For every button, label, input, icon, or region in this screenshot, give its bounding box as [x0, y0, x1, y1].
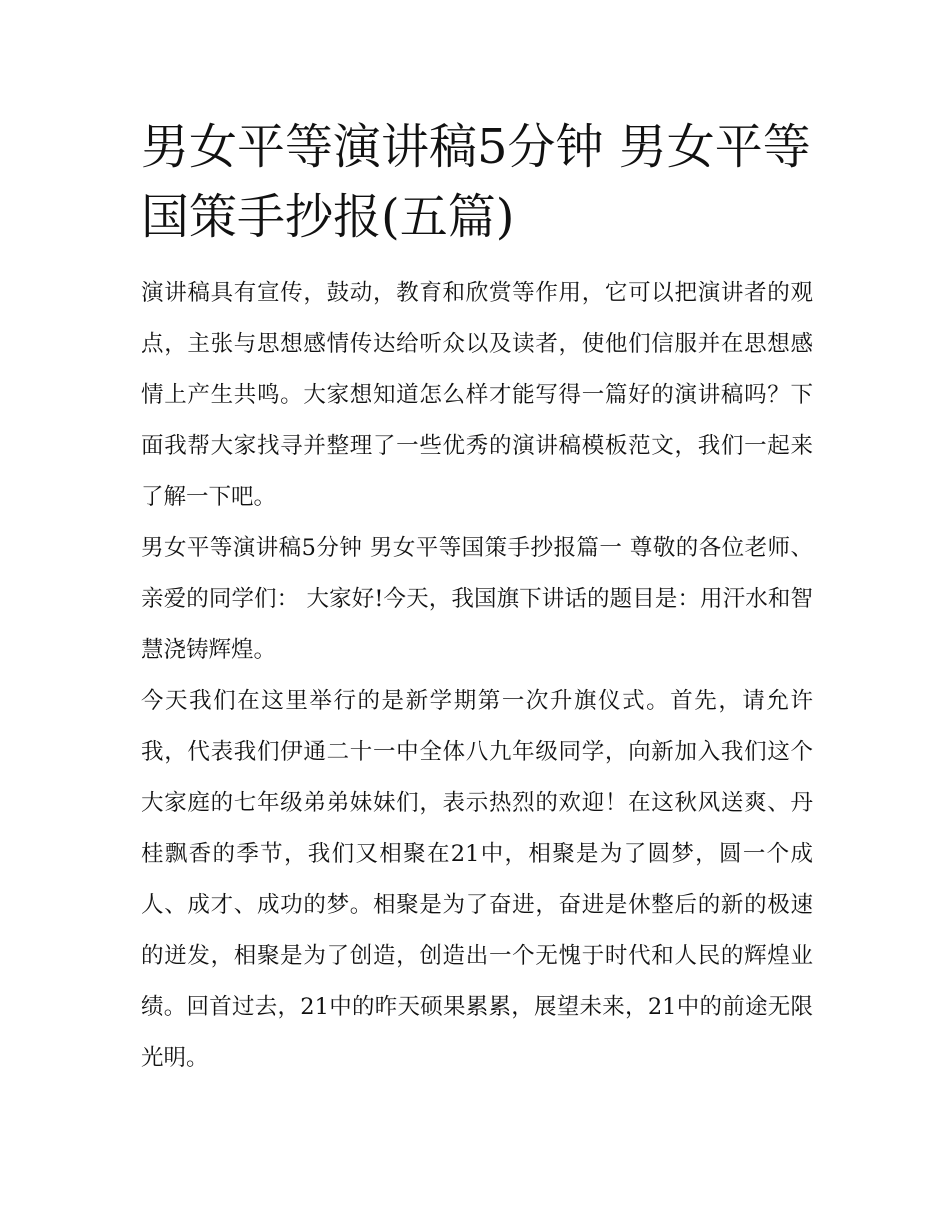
- paragraph-speech-body: 今天我们在这里举行的是新学期第一次升旗仪式。首先，请允许我，代表我们伊通二十一中全体八九年级同学，向新加入我们这个大家庭的七年级弟弟妹妹们，表示热烈的欢迎！在这秋风送爽、丹桂飘香的季节，我们又相聚在21中，相聚是为了圆梦，圆一个成人、成才、成功的梦。相聚是为了奋进，奋进是休整后的新的极速的迸发，相聚是为了创造，创造出一个无愧于时代和人民的辉煌业绩。回首过去，21中的昨天硕果累累，展望未来，21中的前途无限光明。: [141, 688, 813, 1071]
- paragraph-speech-opening: 男女平等演讲稿5分钟 男女平等国策手抄报篇一 尊敬的各位老师、亲爱的同学们： 大家好!今天，我国旗下讲话的题目是：用汗水和智慧浇铸辉煌。: [141, 535, 813, 663]
- document-title: 男女平等演讲稿5分钟 男女平等国策手抄报(五篇): [141, 119, 811, 245]
- paragraph-intro: 演讲稿具有宣传，鼓动，教育和欣赏等作用，它可以把演讲者的观点，主张与思想感情传达给听众以及读者，使他们信服并在思想感情上产生共鸣。大家想知道怎么样才能写得一篇好的演讲稿吗？下面我帮大家找寻并整理了一些优秀的演讲稿模板范文，我们一起来了解一下吧。: [141, 280, 813, 510]
- document-content: [141, 112, 813, 1084]
